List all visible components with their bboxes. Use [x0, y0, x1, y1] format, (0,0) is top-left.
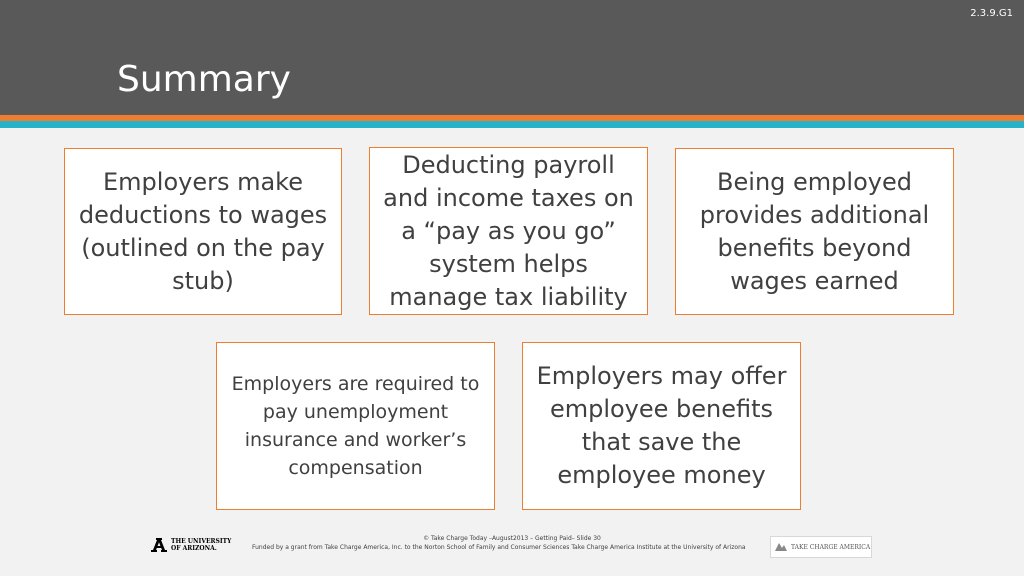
summary-card-benefits [675, 148, 954, 315]
card-text: Employers are required to pay unemployment insurance and worker’s compensation [231, 373, 480, 479]
card-text: Employers make deductions to wages (outlined on the pay stub) [78, 167, 328, 295]
slide-code: 2.3.9.G1 [970, 8, 1013, 19]
tca-emblem-icon [774, 541, 788, 553]
teal-divider [0, 121, 1024, 128]
summary-card-employee-benefits [522, 342, 801, 510]
slide-title: Summary [117, 59, 291, 100]
tca-logo-text: TAKE CHARGE AMERICA [791, 543, 871, 551]
card-text: Deducting payroll and income taxes on a “pay as you go” system helps manage tax liability [383, 150, 634, 311]
ua-logo-line2: OF ARIZONA. [171, 545, 217, 552]
slide-header [0, 0, 1024, 115]
summary-card-tax-liability [369, 147, 648, 315]
take-charge-america-logo [770, 536, 872, 558]
card-text: Being employed provides additional benefits beyond wages earned [699, 167, 930, 295]
card-text: Employers may offer employee benefits that save the employee money [536, 362, 787, 489]
footer-credit: © Take Charge Today –August2013 – Getting Paid– Slide 30 [423, 535, 601, 542]
footer-funding: Funded by a grant from Take Charge America, Inc. to the Norton School of Family and Consumer Sciences Take Charge America Institute at the University of Arizona [252, 544, 746, 551]
summary-card-deductions [64, 148, 342, 315]
ua-logo-line1: THE UNIVERSITY [171, 538, 232, 545]
summary-card-unemployment [216, 342, 495, 510]
